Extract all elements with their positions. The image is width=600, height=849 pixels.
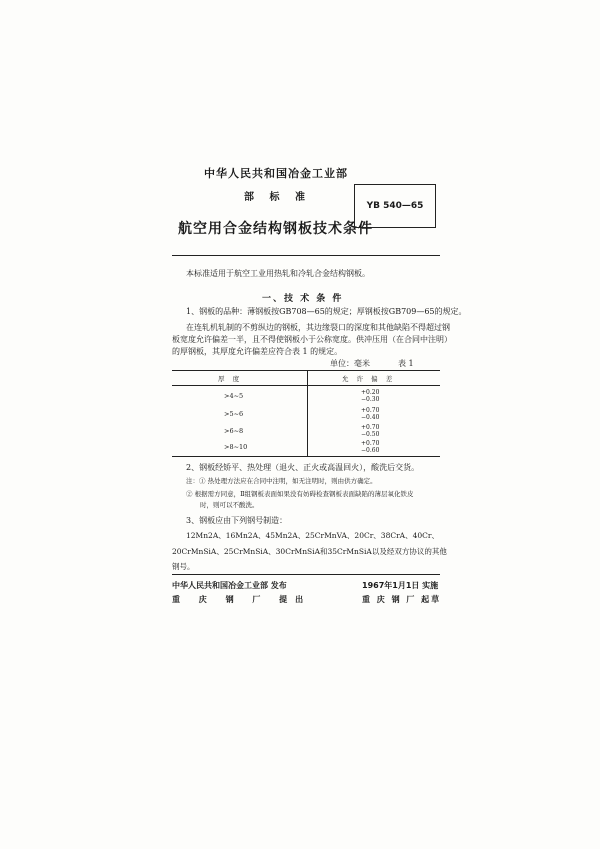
table-bottom-rule [172, 456, 440, 457]
tolerance-minus: −0.60 [361, 447, 380, 454]
table-top-rule [172, 370, 440, 371]
effective-date: 1967年1月1日 实施 [362, 581, 439, 590]
clause-3: 3、钢板应由下列钢号制造： [186, 516, 288, 525]
clause-1-line-2: 在连轧机轧制的不剪纵边的钢板，其边缘裂口的深度和其他缺陷不得超过钢 [186, 323, 450, 332]
tolerance-minus: −0.50 [361, 431, 380, 438]
proposer: 重 庆 钢 厂 提出 [172, 595, 312, 604]
table-header-rule [172, 385, 440, 386]
tolerance-minus: −0.30 [361, 396, 380, 403]
table-label: 表 1 [398, 359, 414, 368]
tolerance-plus: +0.70 [361, 440, 380, 447]
tolerance-table [172, 370, 440, 456]
table-cell-thickness: >5~6 [224, 410, 244, 418]
table-unit: 单位：毫米 [330, 359, 370, 368]
table-column-divider [307, 370, 308, 456]
table-cell-thickness: >8~10 [224, 443, 248, 451]
table-cell-tolerance [361, 424, 379, 438]
standard-code-box [354, 184, 436, 228]
header-divider [172, 255, 440, 256]
ministry-name: 中华人民共和国冶金工业部 [204, 167, 348, 180]
tolerance-minus: −0.40 [361, 414, 380, 421]
standard-code: YB 540—65 [366, 201, 424, 211]
note-2: ② 根据需方同意，Ⅱ组钢板表面如果没有妨碍检查钢板表面缺陷的薄层氧化铁皮 [186, 490, 414, 498]
clause-1: 1、钢板的品种：薄钢板按GB708—65的规定；厚钢板按GB709—65的规定。 [186, 307, 467, 316]
issuer: 中华人民共和国冶金工业部 发布 [172, 581, 287, 590]
tolerance-plus: +0.20 [361, 389, 380, 396]
table-header-thickness: 厚 度 [218, 375, 243, 383]
clause-2: 2、钢板经矫平、热处理（退火、正火或高温回火），酸洗后交货。 [186, 463, 420, 472]
table-cell-tolerance [361, 389, 379, 403]
steel-grades-line-2: 20CrMnSiA、25CrMnSiA、30CrMnSiA和35CrMnSiA以及经双方协议的其他 [172, 547, 447, 556]
table-cell-thickness: >6~8 [224, 427, 244, 435]
table-header-tolerance: 允 许 偏 差 [342, 375, 396, 383]
steel-grades-line-1: 12Mn2A、16Mn2A、45Mn2A、25CrMnVA、20Cr、38CrA、40Cr、 [186, 531, 439, 540]
note-1: 注：① 热处理方法应在合同中注明，如无注明时，则由供方确定。 [186, 477, 377, 485]
tolerance-plus: +0.70 [361, 407, 380, 414]
tolerance-plus: +0.70 [361, 424, 380, 431]
standard-type: 部 标 准 [244, 192, 311, 203]
clause-1-line-3: 板宽度允许偏差一半，且不得使钢板小于公称宽度。供冲压用（在合同中注明） [172, 335, 452, 344]
scope-statement: 本标准适用于航空工业用热轧和冷轧合金结构钢板。 [186, 269, 370, 278]
document-title: 航空用合金结构钢板技术条件 [178, 221, 373, 237]
note-2-continued: 时，则可以不酸洗。 [200, 501, 259, 509]
table-cell-tolerance [361, 407, 379, 421]
steel-grades-line-3: 钢号。 [172, 562, 195, 571]
drafter: 重 庆 钢 厂 起草 [362, 595, 442, 604]
table-cell-tolerance [361, 440, 379, 454]
section-heading: 一、技 术 条 件 [262, 294, 344, 304]
clause-1-line-4: 的厚钢板，其厚度允许偏差应符合表 1 的规定。 [172, 347, 343, 356]
footer-divider [172, 574, 440, 575]
table-cell-thickness: >4~5 [224, 392, 244, 400]
